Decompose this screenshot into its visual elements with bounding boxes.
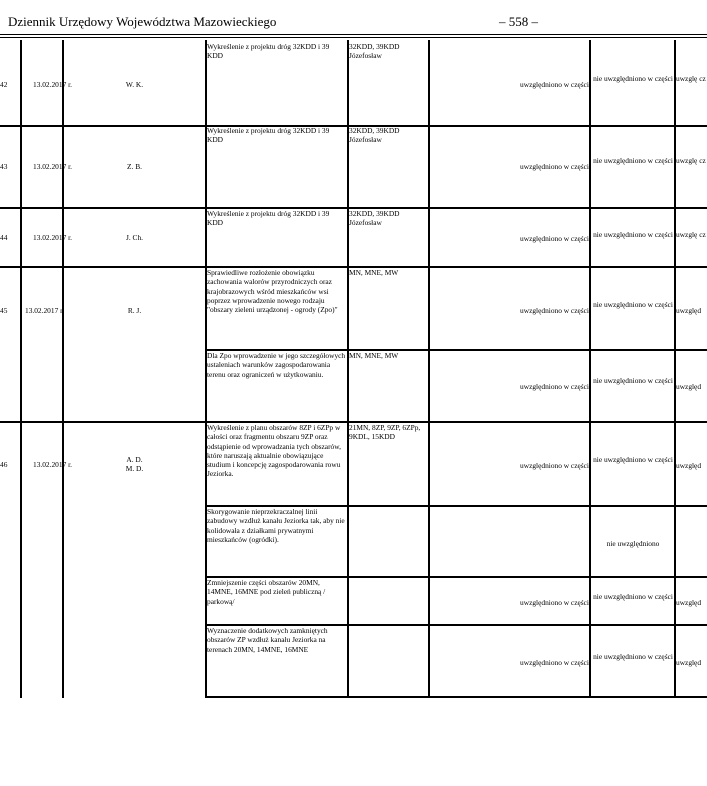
column-divider bbox=[62, 40, 64, 698]
plan-area: MN, MNE, MW bbox=[349, 268, 399, 277]
submission-date: 13.02.2017 r. bbox=[33, 80, 73, 89]
header-rule bbox=[0, 37, 707, 38]
plan-area: MN, MNE, MW bbox=[349, 351, 399, 360]
resolution-status: uwzględniono w części bbox=[520, 162, 589, 171]
row-number: 46 bbox=[0, 460, 8, 469]
page-number: – 558 – bbox=[499, 14, 538, 29]
resolution-status: uwzględniono w części bbox=[520, 234, 589, 243]
council-status: nie uwzględniono w części bbox=[593, 652, 673, 661]
row-number: 43 bbox=[0, 162, 8, 171]
council-status: nie uwzględniono w części bbox=[593, 230, 673, 239]
council-status: nie uwzględniono w części bbox=[593, 300, 673, 309]
plan-area: 32KDD, 39KDD Józefosław bbox=[349, 209, 400, 228]
remark-content: Zmniejszenie części obszarów 20MN, 14MNE, 16MNE pod zieleń publiczną / parkową/ bbox=[207, 578, 326, 606]
submitter-name: A. D. M. D. bbox=[125, 455, 144, 474]
resolution-status: uwzględniono w części bbox=[520, 382, 589, 391]
page-header bbox=[0, 0, 707, 40]
council-status: nie uwzględniono w części bbox=[593, 156, 673, 165]
row-number: 45 bbox=[0, 306, 8, 315]
column-divider bbox=[20, 40, 22, 698]
journal-title: Dziennik Urzędowy Województwa Mazowieckiego bbox=[8, 14, 277, 29]
resolution-status: uwzględniono w części bbox=[520, 598, 589, 607]
remark-content: Wykreślenie z planu obszarów 8ZP i 6ZPp w całości oraz fragmentu obszaru 9ZP oraz odstąpienie od wprowadzania tych obszarów, które naruszają aktualnie obowiązujące studium i koncepcję zagospodarowania rowu Jeziorka. bbox=[207, 423, 341, 479]
remark-content: Dla Zpo wprowadzenie w jego szczegółowych ustaleniach warunków zagospodarowania terenu oraz ograniczeń w użytkowaniu. bbox=[207, 351, 346, 379]
final-status: uwzglę cz bbox=[676, 156, 706, 165]
resolution-status: uwzględniono w części bbox=[520, 306, 589, 315]
final-status: uwzglę cz bbox=[676, 230, 706, 239]
submitter-name: W. K. bbox=[125, 80, 144, 89]
column-divider bbox=[589, 40, 591, 698]
resolution-status: uwzględniono w części bbox=[520, 80, 589, 89]
final-status: uwzglę cz bbox=[676, 74, 706, 83]
remarks-table bbox=[0, 40, 707, 700]
final-status: uwzględ bbox=[676, 306, 702, 315]
final-status: uwzględ bbox=[676, 598, 702, 607]
remark-content: Wykreślenie z projektu dróg 32KDD i 39 KDD bbox=[207, 126, 330, 145]
submission-date: 13.02.2017 r. bbox=[33, 460, 73, 469]
submitter-name: R. J. bbox=[127, 306, 142, 315]
column-divider bbox=[428, 40, 430, 698]
remark-content: Wyznaczenie dodatkowych zamkniętych obszarów ZP wzdłuż kanału Jeziorka na terenach 20MN, 14MNE, 16MNE bbox=[207, 626, 328, 654]
plan-area: 32KDD, 39KDD Józefosław bbox=[349, 126, 400, 145]
submitter-name: Z. B. bbox=[127, 162, 142, 171]
council-status: nie uwzględniono bbox=[606, 539, 660, 548]
header-rule bbox=[0, 34, 707, 35]
council-status: nie uwzględniono w części bbox=[593, 455, 673, 464]
final-status: uwzględ bbox=[676, 461, 702, 470]
remark-content: Sprawiedliwe rozłożenie obowiązku zachowania walorów przyrodniczych oraz krajobrazowych wśród mieszkańców wsi poprzez wprowadzenie nowego rodzaju "obszary zieleni urządzonej - ogrody (Zpo)" bbox=[207, 268, 338, 315]
council-status: nie uwzględniono w części bbox=[593, 592, 673, 601]
final-status: uwzględ bbox=[676, 658, 702, 667]
row-number: 42 bbox=[0, 80, 8, 89]
submission-date: 13.02.2017 r. bbox=[25, 306, 65, 315]
remark-content: Wykreślenie z projektu dróg 32KDD i 39 KDD bbox=[207, 42, 330, 61]
plan-area: 32KDD, 39KDD Józefosław bbox=[349, 42, 400, 61]
final-status: uwzględ bbox=[676, 382, 702, 391]
row-number: 44 bbox=[0, 233, 8, 242]
resolution-status: uwzględniono w części bbox=[520, 658, 589, 667]
submission-date: 13.02.2017 r. bbox=[33, 162, 73, 171]
remark-content: Skorygowanie nieprzekraczalnej linii zabudowy wzdłuż kanału Jeziorka tak, aby nie kolidowała z działkami prywatnymi mieszkańców (ogródki). bbox=[207, 507, 345, 544]
submission-date: 13.02.2017 r. bbox=[33, 233, 73, 242]
remark-content: Wykreślenie z projektu dróg 32KDD i 39 KDD bbox=[207, 209, 330, 228]
submitter-name: J. Ch. bbox=[125, 233, 144, 242]
entry-divider bbox=[205, 696, 707, 698]
plan-area: 21MN, 8ZP, 9ZP, 6ZPp, 9KDL, 15KDD bbox=[349, 423, 421, 442]
council-status: nie uwzględniono w części bbox=[593, 376, 673, 385]
council-status: nie uwzględniono w części bbox=[593, 74, 673, 83]
resolution-status: uwzględniono w części bbox=[520, 461, 589, 470]
